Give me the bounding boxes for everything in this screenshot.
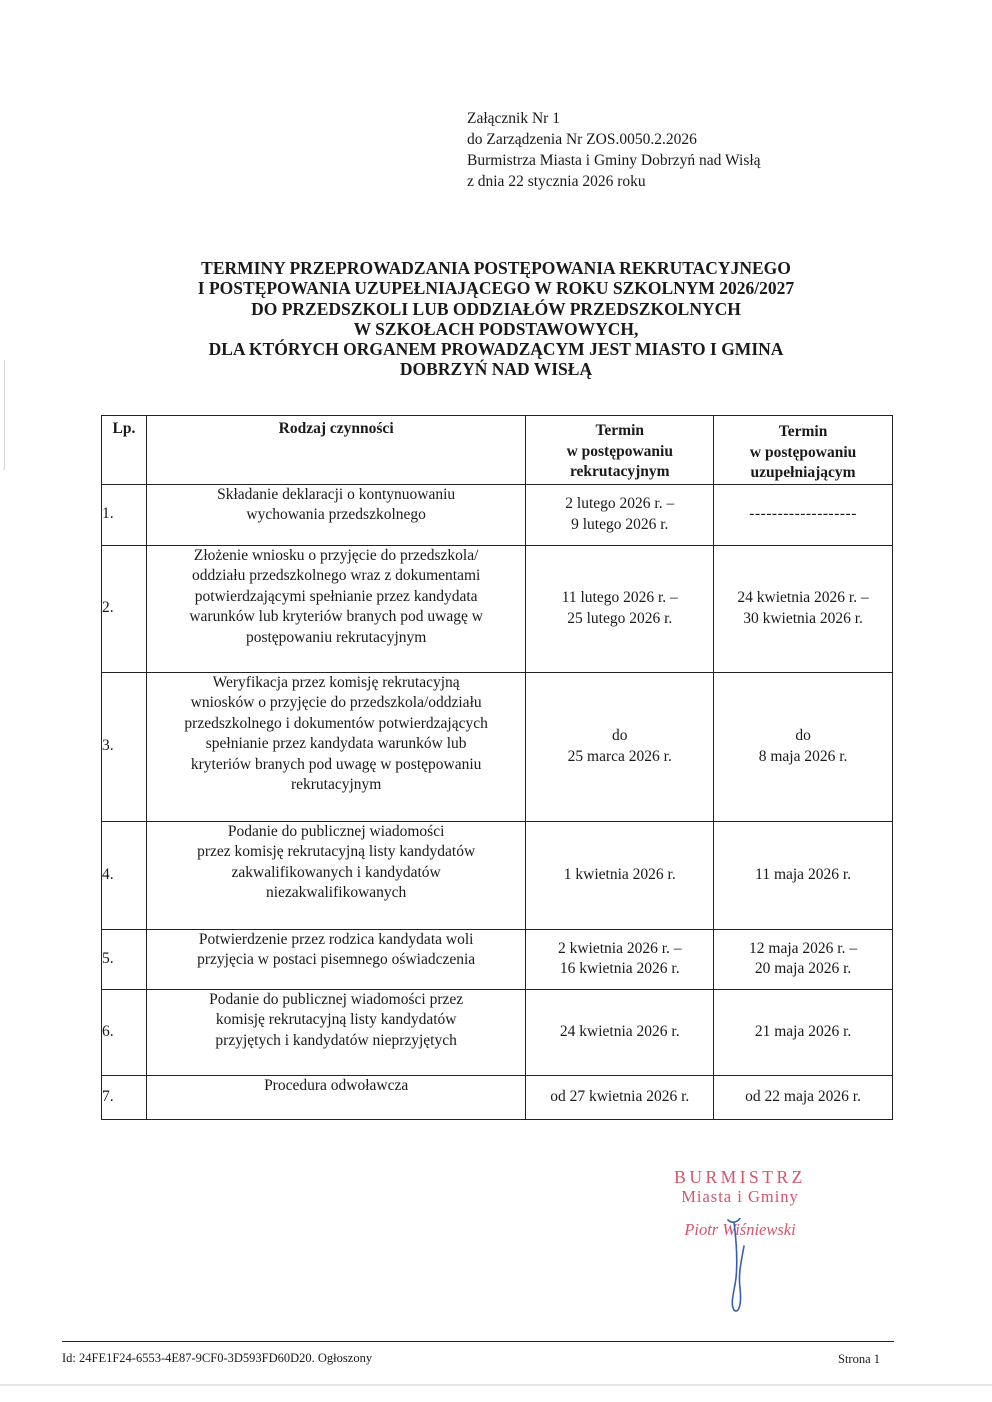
row-activity: [146, 672, 525, 821]
term-line: od 27 kwietnia 2026 r.: [550, 1087, 690, 1105]
term-line: 11 maja 2026 r.: [755, 865, 851, 883]
term-line: do: [612, 727, 628, 744]
activity-line: spełnianie przez kandydata warunków lub: [205, 735, 467, 752]
term-line: 24 kwietnia 2026 r.: [559, 1022, 680, 1040]
row-term-recruitment: [526, 672, 714, 821]
title-line: W SZKOŁACH PODSTAWOWYCH,: [353, 318, 639, 339]
term-line: -------------------: [749, 505, 857, 523]
term-line: 25 lutego 2026 r.: [567, 609, 673, 627]
row-activity: [146, 1075, 525, 1119]
row-lp: 7.: [102, 1075, 147, 1119]
term-line: 21 maja 2026 r.: [754, 1022, 852, 1040]
activity-line: Weryfikacja przez komisję rekrutacyjną: [212, 673, 460, 691]
activity-line: rekrutacyjnym: [290, 776, 382, 793]
table-row: [102, 989, 893, 1075]
footer-document-id: Id: 24FE1F24-6553-4E87-9CF0-3D593FD60D20. Ogłoszony: [62, 1351, 373, 1365]
attachment-line: Załącznik Nr 1: [467, 110, 560, 127]
stamp-name: Piotr Wiśniewski: [684, 1220, 796, 1239]
activity-line: wniosków o przyjęcie do przedszkola/oddziału: [190, 694, 482, 711]
row-term-supplementary: [714, 929, 893, 989]
footer-divider: [62, 1341, 894, 1342]
title-line: DLA KTÓRYCH ORGANEM PROWADZĄCYM JEST MIASTO I GMINA: [208, 339, 784, 360]
activity-line: wychowania przedszkolnego: [246, 506, 426, 523]
activity-line: postępowaniu rekrutacyjnym: [245, 628, 427, 646]
row-lp: 1.: [102, 484, 147, 545]
term-line: 8 maja 2026 r.: [758, 747, 848, 765]
table-row: [102, 821, 893, 929]
activity-line: potwierdzającymi spełnianie przez kandydata: [194, 587, 478, 605]
title-line: TERMINY PRZEPROWADZANIA POSTĘPOWANIA REKRUTACYJNEGO: [201, 258, 791, 278]
attachment-line: z dnia 22 stycznia 2026 roku: [467, 173, 646, 190]
row-activity: [146, 484, 525, 545]
header-term-line: w postępowaniu: [749, 443, 857, 461]
activity-line: Procedura odwoławcza: [264, 1076, 409, 1094]
activity-line: Składanie deklaracji o kontynuowaniu: [217, 485, 456, 503]
activity-line: niezakwalifikowanych: [265, 884, 407, 901]
header-term-supplementary: [714, 416, 893, 485]
activity-line: przyjętych i kandydatów nieprzyjętych: [215, 1031, 457, 1049]
term-line: 2 lutego 2026 r. –: [565, 495, 675, 512]
document-title: [96, 258, 896, 380]
attachment-line: Burmistrza Miasta i Gminy Dobrzyń nad Wisłą: [467, 152, 761, 169]
table-row: [102, 545, 893, 672]
activity-line: warunków lub kryteriów branych pod uwagę w: [189, 608, 483, 625]
term-line: 9 lutego 2026 r.: [571, 515, 669, 533]
schedule-table: [101, 415, 893, 1120]
row-term-supplementary: [714, 545, 893, 672]
footer-page-number: Strona 1: [838, 1352, 881, 1366]
row-term-recruitment: [526, 929, 714, 989]
title-line: DOBRZYŃ NAD WISŁĄ: [399, 359, 593, 380]
stamp-title: BURMISTRZ: [674, 1167, 806, 1187]
row-term-recruitment: [526, 484, 714, 545]
term-line: 20 maja 2026 r.: [754, 960, 852, 977]
table-row: [102, 484, 893, 545]
term-line: do: [795, 727, 811, 744]
row-lp: 6.: [102, 989, 147, 1075]
header-lp: Lp.: [102, 416, 147, 485]
term-line: 25 marca 2026 r.: [567, 747, 672, 765]
activity-line: kryteriów branych pod uwagę w postępowaniu: [190, 755, 482, 773]
signature-stroke: [728, 1218, 744, 1311]
term-line: 12 maja 2026 r. –: [749, 939, 858, 957]
row-lp: 3.: [102, 672, 147, 821]
attachment-line: do Zarządzenia Nr ZOS.0050.2.2026: [467, 131, 697, 148]
row-lp: 5.: [102, 929, 147, 989]
activity-line: przez komisję rekrutacyjną listy kandydatów: [197, 843, 476, 860]
header-activity: Rodzaj czynności: [146, 416, 525, 485]
header-term-line: Termin: [595, 422, 644, 439]
term-line: 16 kwietnia 2026 r.: [559, 960, 680, 977]
stamp-subtitle: Miasta i Gminy: [681, 1187, 799, 1206]
activity-line: Potwierdzenie przez rodzica kandydata woli: [198, 930, 474, 948]
header-term-line: Termin: [778, 423, 828, 440]
term-line: 30 kwietnia 2026 r.: [743, 609, 863, 627]
scan-edge-mark: [4, 360, 5, 470]
activity-line: przedszkolnego i dokumentów potwierdzających: [184, 714, 488, 732]
row-activity: [146, 929, 525, 989]
row-lp: 4.: [102, 821, 147, 929]
row-term-supplementary: [714, 989, 893, 1075]
table-row: [102, 929, 893, 989]
term-line: 11 lutego 2026 r. –: [561, 589, 678, 606]
term-line: 1 kwietnia 2026 r.: [563, 865, 676, 883]
row-term-supplementary: [714, 484, 893, 545]
header-term-line: w postępowaniu: [566, 442, 673, 460]
table-row: [102, 672, 893, 821]
row-term-recruitment: [526, 545, 714, 672]
scan-bottom-edge: [0, 1384, 992, 1386]
attachment-header: [467, 108, 761, 192]
row-term-supplementary: [714, 821, 893, 929]
row-term-supplementary: [714, 1075, 893, 1119]
table-header-row: [102, 416, 893, 485]
header-term-line: rekrutacyjnym: [569, 463, 670, 480]
header-term-recruitment: [526, 416, 714, 485]
row-activity: [146, 989, 525, 1075]
row-term-recruitment: [526, 821, 714, 929]
activity-line: oddziału przedszkolnego wraz z dokumentami: [191, 567, 481, 584]
header-term-line: uzupełniającym: [750, 464, 856, 481]
handwritten-signature: [718, 1218, 758, 1318]
activity-line: Podanie do publicznej wiadomości przez: [209, 990, 464, 1008]
title-line: DO PRZEDSZKOLI LUB ODDZIAŁÓW PRZEDSZKOLNYCH: [251, 298, 741, 319]
activity-line: zakwalifikowanych i kandydatów: [231, 863, 441, 881]
activity-line: Podanie do publicznej wiadomości: [227, 822, 445, 840]
title-line: I POSTĘPOWANIA UZUPEŁNIAJĄCEGO W ROKU SZKOLNYM 2026/2027: [197, 278, 795, 299]
row-term-recruitment: [526, 989, 714, 1075]
term-line: 24 kwietnia 2026 r. –: [737, 589, 869, 606]
term-line: od 22 maja 2026 r.: [745, 1087, 861, 1105]
activity-line: przyjęcia w postaci pisemnego oświadczenia: [197, 951, 476, 968]
row-activity: [146, 821, 525, 929]
term-line: 2 kwietnia 2026 r. –: [557, 939, 682, 957]
row-term-supplementary: [714, 672, 893, 821]
row-term-recruitment: [526, 1075, 714, 1119]
table-row: [102, 1075, 893, 1119]
activity-line: komisję rekrutacyjną listy kandydatów: [215, 1011, 457, 1028]
activity-line: Złożenie wniosku o przyjęcie do przedszkola/: [193, 546, 479, 564]
row-lp: 2.: [102, 545, 147, 672]
row-activity: [146, 545, 525, 672]
